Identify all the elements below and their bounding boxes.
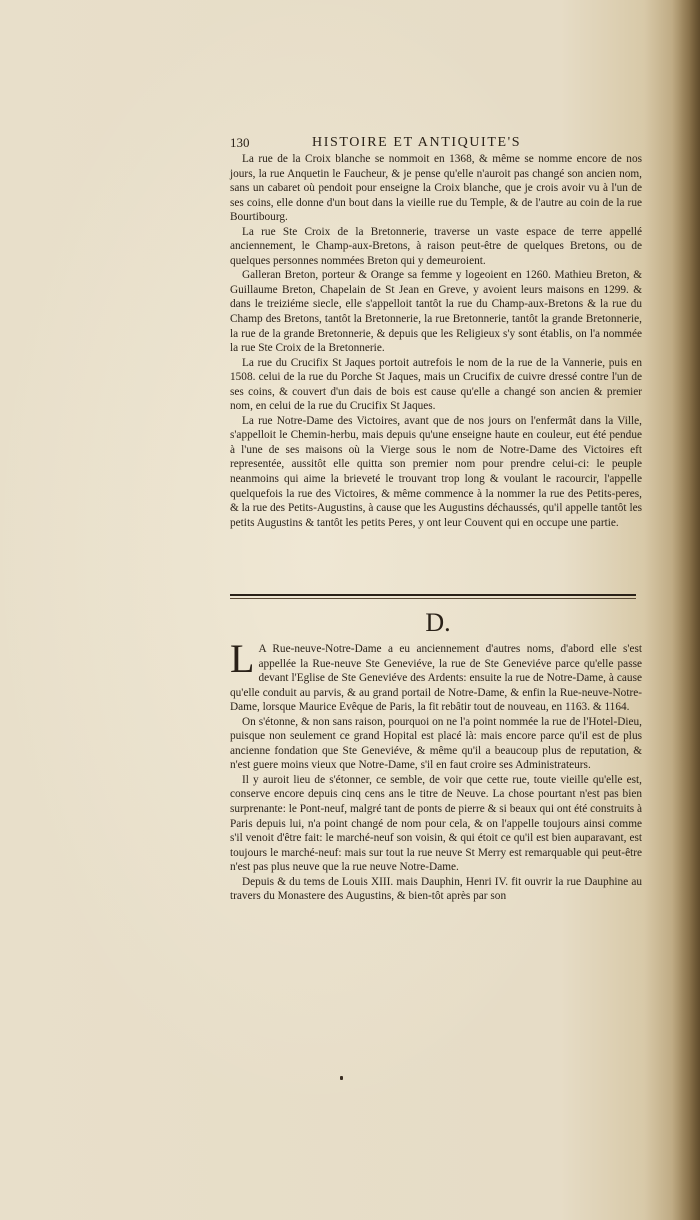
section-divider-thin — [230, 598, 636, 599]
paragraph: La rue de la Croix blanche se nommoit en 1368, & même se nomme encore de nos jours, la rue Anquetin le Faucheur, & je pense qu'elle n'auroit pas changé son ancien nom, sans un cabaret où pendoit pour enseigne la Croix blanche, que je crois avoir vu à l'un de ses coins, elle donne d'un bout dans la vieille rue du Temple, & de l'autre au coin de la rue Bourtibourg. — [230, 153, 642, 224]
paragraph: La rue Ste Croix de la Bretonnerie, traverse un vaste espace de terre appellé anciennement, le Champ-aux-Bretons, à raison peut-être de quelques Bretons, ou de quelques personnes nommées Breton qui y demeuroient. — [230, 225, 642, 267]
paragraph: La rue Notre-Dame des Victoires, avant que de nos jours on l'enfermât dans la Ville, s'appelloit le Chemin-herbu, mais depuis qu'une enseigne haute en couleur, eut été pendue à l'une de ses maisons où la Vierge sous le nom de Notre-Dame des Victoires eft representée, aussitôt elle quitta son premier nom pour prendre celui-ci: le peuple neanmoins qui aime la brieveté le trouvant trop long & voulant le racourcir, l'appelle quelquefois la rue des Victoires, & même commence à la nommer la rue des Petits-peres, & la rue des Petits-Augustins, à cause que les Augustins déchaussés, qu'il appelle tantôt les petits Augustins & tantôt les petits Peres, y ont leur Couvent qui en occupe une partie. — [230, 414, 642, 529]
paragraph: Galleran Breton, porteur & Orange sa femme y logeoient en 1260. Mathieu Breton, & Guillaume Breton, Chapelain de St Jean en Greve, y avoient leurs maisons en 1299. & dans le treiziéme siecle, elle s'appelloit tantôt la rue du Champ-aux-Bretons & la rue du Champ des Bretons, tantôt la Bretonnerie, la rue Bretonnerie, tantôt la grande Bretonnerie, la rue de la grande Bretonnerie, & depuis que les Religieux s'y sont établis, on l'a nommée la rue Ste Croix de la Bretonnerie. — [230, 269, 642, 355]
paragraph: On s'étonne, & non sans raison, pourquoi on ne l'a point nommée la rue de l'Hotel-Dieu, puisque non seulement ce grand Hopital est placé là: mais encore parce qu'il est de plus ancienne fondation que Ste Geneviéve, & même qu'il a beaucoup plus de reputation, & n'est guere moins vieux que Notre-Dame, s'il en faut croire ses Administrateurs. — [230, 715, 642, 772]
paragraph: La rue du Crucifix St Jaques portoit autrefois le nom de la rue de la Vannerie, puis en 1508. celui de la rue du Porche St Jaques, mais un Crucifix de cuivre dressé contre l'un de ses coins, & couvert d'un dais de bois est cause qu'elle a changé son ancien & premier nom, en celui de la rue du Crucifix St Jaques. — [230, 356, 642, 413]
section-divider — [230, 594, 636, 596]
running-head — [230, 135, 642, 151]
paragraph-with-drop-cap — [230, 636, 642, 715]
text-section-rues — [230, 152, 642, 530]
paragraph: Depuis & du tems de Louis XIII. mais Dauphin, Henri IV. fit ouvrir la rue Dauphine au travers du Monastere des Augustins, & bien-tôt après par son — [230, 875, 642, 903]
section-heading-letter: D. — [425, 608, 451, 637]
text-section-d — [230, 636, 642, 904]
paragraph-text: A Rue-neuve-Notre-Dame a eu anciennement d'autres noms, d'abord elle s'est appellée la Rue-neuve Ste Geneviéve, la rue de Ste Geneviéve parce qu'elle passe devant l'Eglise de Ste Geneviéve des Ardents: ensuite la rue de Notre-Dame, à cause qu'elle conduit au parvis, & au grand portail de Notre-Dame, & enfin la Rue-neuve-Notre-Dame, lorsque Maurice Evêque de Paris, la fit rebâtir tout de nouveau, en 1163. & 1164. — [230, 643, 642, 714]
paragraph: Il y auroit lieu de s'étonner, ce semble, de voir que cette rue, toute vieille qu'elle est, conserve encore depuis cinq cens ans le titre de Neuve. La chose pourtant n'est pas bien surprenante: le Pont-neuf, malgré tant de ponts de pierre & si beaux qui ont été construits à Paris depuis lui, n'a point changé de nom pour cela, & on l'appelle toujours ainsi comme s'il venoit d'être fait: le marché-neuf son voisin, & qui étoit ce qu'il est bien auparavant, est toujours le marché-neuf: mais sur tout la rue neuve St Merry est remarquable qui peut-être n'est pas plus neuve que la rue neuve Notre-Dame. — [230, 773, 642, 874]
page-gutter-shadow — [672, 0, 700, 1220]
page-number: 130 — [230, 135, 250, 150]
running-title: HISTOIRE ET ANTIQUITE'S — [312, 135, 522, 150]
ink-speck — [340, 1076, 343, 1080]
drop-cap: L — [230, 636, 255, 681]
